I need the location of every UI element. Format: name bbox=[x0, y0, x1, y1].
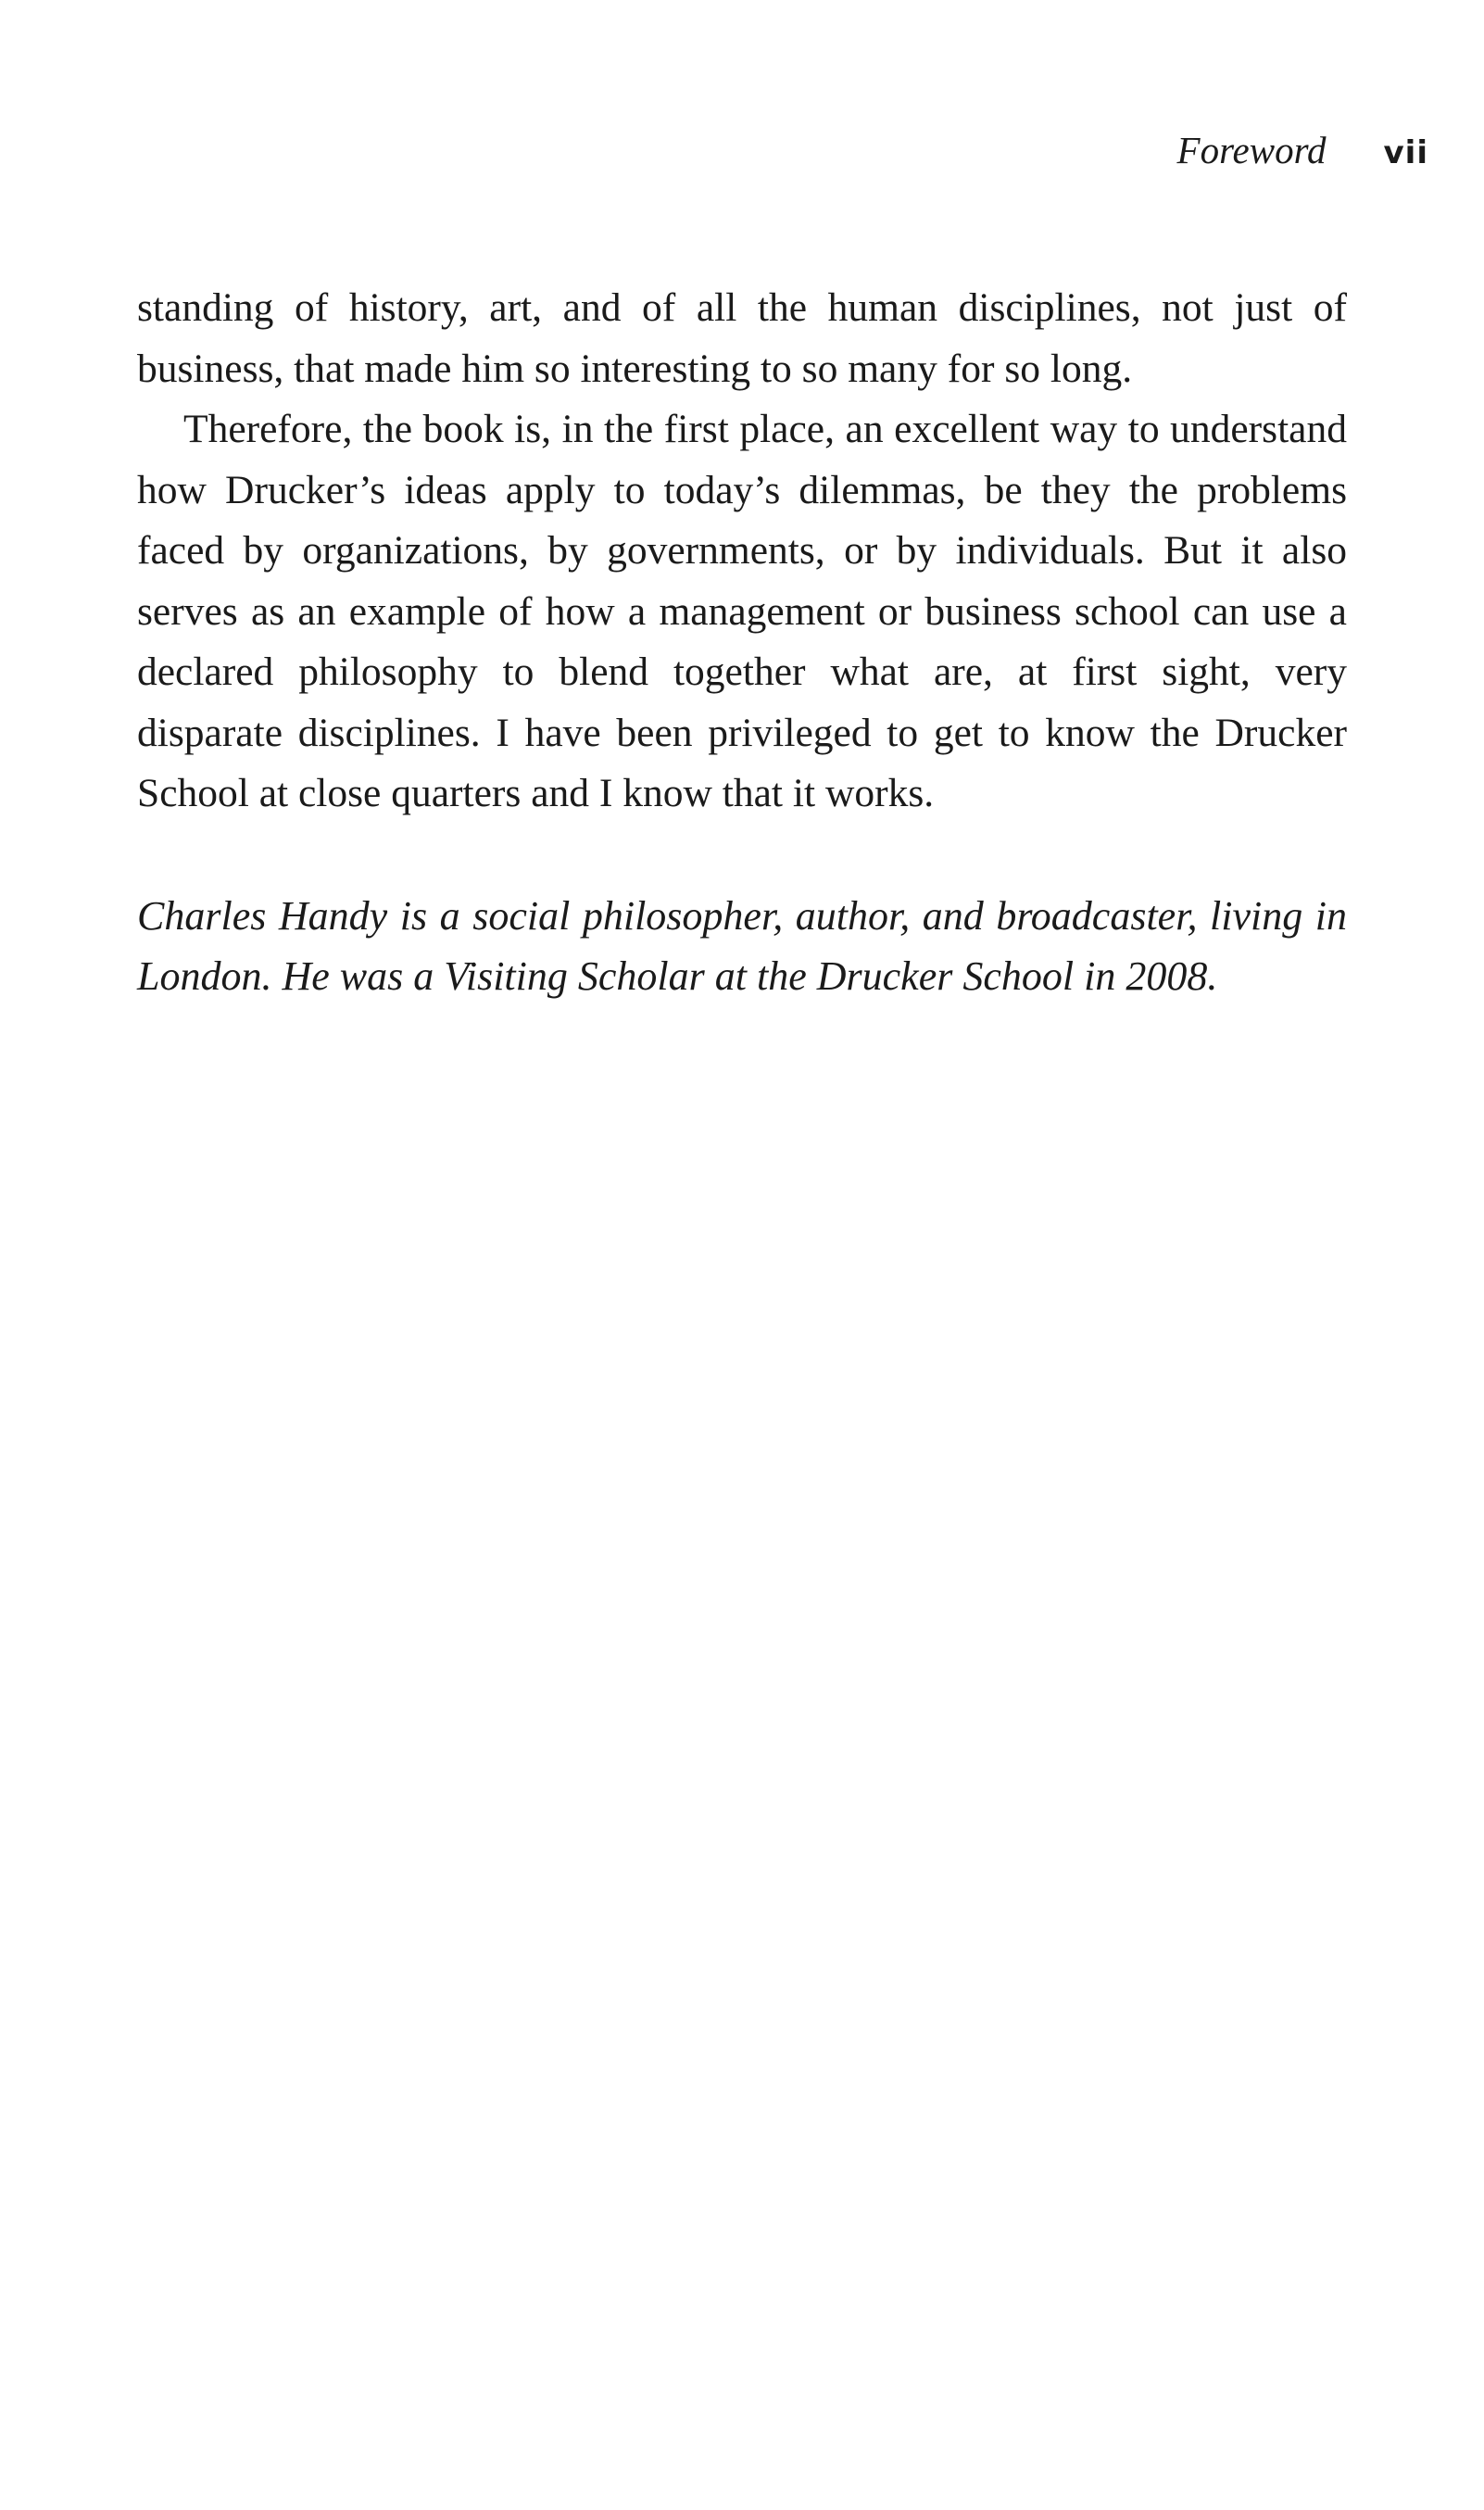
paragraph: Therefore, the book is, in the first place, an excellent way to understand how Drucker’s ideas apply to today’s dilemmas, be they the problems faced by organizations, by governments, or by individuals. But it also serves as an example of how a management or business school can use a declared philosophy to blend together what are, at first sight, very disparate disciplines. I have been privileged to get to know the Drucker School at close quarters and I know that it works. bbox=[137, 407, 1347, 815]
body-text bbox=[137, 278, 1347, 1007]
paragraph-continued: standing of history, art, and of all the human disciplines, not just of business, that made him so interesting to so many for so long. bbox=[137, 285, 1347, 391]
author-bio: Charles Handy is a social philosopher, author, and broadcaster, living in London. He was a Visiting Scholar at the Drucker School in 2008. bbox=[137, 892, 1347, 999]
page-number: vii bbox=[1383, 134, 1428, 171]
running-title: Foreword bbox=[1176, 129, 1327, 171]
running-head bbox=[1177, 128, 1428, 172]
